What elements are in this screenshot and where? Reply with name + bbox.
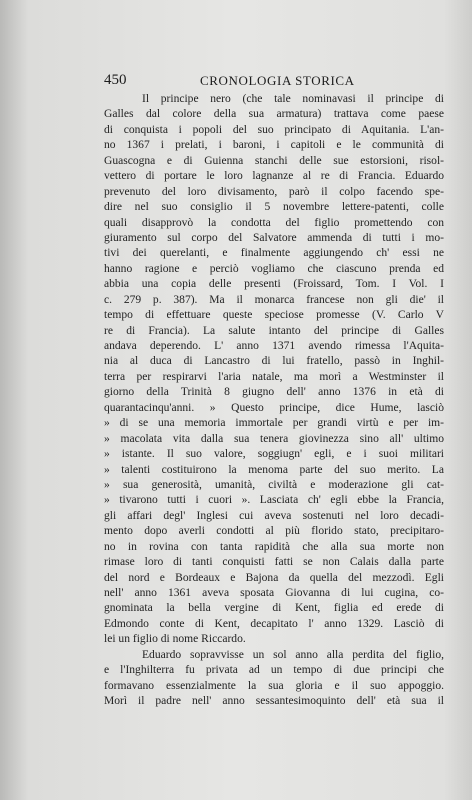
- text-line-content: re di Francia). La salute intanto del principe di Galles: [104, 324, 444, 337]
- text-line: [104, 493, 444, 508]
- text-line-content: terra per respirarvi l'aria natale, ma morì a Westminster il: [104, 370, 444, 383]
- text-line-content: dire nel suo consiglio il 5 novembre lettere-patenti, colle: [104, 201, 444, 214]
- text-line: [104, 632, 444, 647]
- text-line: [104, 463, 444, 478]
- text-line-content: tempo di effettuare queste speciose promesse (V. Carlo V: [104, 309, 444, 322]
- text-line-content: formavano essenzialmente la sua gloria e il suo appoggio.: [104, 679, 444, 692]
- text-line: [104, 185, 444, 200]
- text-line: [104, 123, 444, 138]
- text-line-content: di conquista i popoli del suo principato di Aquitania. L'an-: [104, 123, 444, 136]
- text-line: [104, 262, 444, 277]
- text-line-content: gnominata la bella vergine di Kent, figlia ed erede di: [104, 602, 444, 615]
- page-header: [104, 72, 444, 90]
- text-line: [104, 601, 444, 616]
- text-line: [104, 216, 444, 231]
- text-line: [104, 92, 444, 107]
- text-line-content: Galles dal colore della sua armatura) trattava come paese: [104, 108, 444, 121]
- text-line-content: no in rovina con tanta rapidità che alla sua morte non: [104, 540, 444, 553]
- text-line-content: » di se una memoria immortale per grandi virtù e per im-: [104, 417, 444, 430]
- text-line-content: e l'Inghilterra fu privata ad un tempo di due principi che: [104, 664, 444, 677]
- text-line: [104, 694, 444, 709]
- running-title: CRONOLOGIA STORICA: [200, 73, 355, 88]
- text-line: [104, 432, 444, 447]
- text-line: [104, 540, 444, 555]
- text-line-content: Il principe nero (che tale nominavasi il principe di: [142, 93, 444, 105]
- text-line: [104, 586, 444, 601]
- text-line: [104, 107, 444, 122]
- text-line-content: del nord e Bordeaux e Bajona da quella del mezzodì. Egli: [104, 571, 444, 584]
- text-line: [104, 277, 444, 292]
- text-line: [104, 509, 444, 524]
- text-line: [104, 663, 444, 678]
- text-line-content: » istante. Il suo valore, soggiugn' egli, e i suoi militari: [104, 448, 444, 461]
- text-line: [104, 401, 444, 416]
- text-line: [104, 571, 444, 586]
- text-line: [104, 385, 444, 400]
- text-line-content: » sua generosità, umanità, civiltà e moderazione gli cat-: [104, 478, 444, 491]
- text-line-content: prevenuto del loro divisamento, parò il colpo facendo spe-: [104, 185, 444, 198]
- text-line-content: no 1367 i prelati, i baroni, i capitoli e le communità di: [104, 139, 444, 152]
- text-line-content: quarantacinqu'anni. » Questo principe, dice Hume, lasciò: [104, 401, 444, 414]
- text-line-content: hanno ragione e perciò vogliamo che ciascuno prenda ed: [104, 262, 444, 275]
- text-line-content: » macolata vita dalla sua tenera giovinezza sino all' ultimo: [104, 432, 444, 445]
- text-line: [104, 200, 444, 215]
- text-line-content: Edmondo conte di Kent, decapitato l' anno 1329. Lasciò di: [104, 617, 444, 630]
- text-line-content: nia al duca di Lancastro di lui fratello, passò in Inghil-: [104, 355, 444, 368]
- text-line-content: c. 279 p. 387). Ma il monarca francese non gli die' il: [104, 293, 444, 306]
- text-line: [104, 679, 444, 694]
- body-text: [104, 92, 444, 710]
- text-line: [104, 555, 444, 570]
- page-number: 450: [104, 72, 127, 88]
- text-line: [104, 169, 444, 184]
- text-line-content: vettero di portare le loro lagnanze al re di Francia. Eduardo: [104, 170, 444, 183]
- text-line: [104, 354, 444, 369]
- text-line-content: lei un figlio di nome Riccardo.: [104, 633, 246, 646]
- text-line-content: Guascogna e di Guienna stanchi delle sue estorsioni, risol-: [104, 154, 444, 167]
- text-line: [104, 339, 444, 354]
- text-line-content: mento dopo averli condotti al più florido stato, precipitaro-: [104, 525, 444, 538]
- text-line: [104, 324, 444, 339]
- text-line: [104, 246, 444, 261]
- text-line: [104, 617, 444, 632]
- text-line-content: giorno della Trinità 8 giugno dell' anno 1376 in età di: [104, 386, 444, 399]
- text-line-content: andava deperendo. L' anno 1371 avendo rimessa l'Aquita-: [104, 340, 444, 352]
- text-line-content: tivi dei querelanti, e finalmente aggiungendo ch' essi ne: [104, 247, 444, 260]
- text-line-content: giuramento sul corpo del Salvatore ammenda di tutti i mo-: [104, 231, 444, 244]
- text-line-content: Morì il padre nell' anno sessantesimoquinto dell' età sua il: [104, 695, 444, 708]
- text-line: [104, 370, 444, 385]
- text-line-content: Eduardo sopravvisse un sol anno alla perdita del figlio,: [142, 648, 444, 661]
- text-line-content: gli affari degl' Inglesi cui aveva sostenuti nel loro decadi-: [104, 509, 444, 522]
- text-line: [104, 138, 444, 153]
- text-line: [104, 293, 444, 308]
- text-line: [104, 524, 444, 539]
- text-line: [104, 308, 444, 323]
- text-line: [104, 154, 444, 169]
- text-line-content: nell' anno 1361 aveva sposata Giovanna di lui cugina, co-: [104, 587, 444, 599]
- text-line-content: » tivarono tutti i cuori ». Lasciata ch' egli ebbe la Francia,: [104, 494, 444, 507]
- text-line: [104, 447, 444, 462]
- text-line-content: quali disapprovò la condotta del figlio promettendo con: [104, 216, 444, 229]
- text-line: [104, 478, 444, 493]
- text-line: [104, 231, 444, 246]
- text-line-content: abbia una copia delle presenti (Froissard, Tom. I Vol. I: [104, 278, 444, 291]
- text-line: [104, 648, 444, 663]
- text-line: [104, 416, 444, 431]
- text-line-content: rimase loro di tanti conquisti fatti se non Calais dalla parte: [104, 556, 444, 569]
- text-line-content: » talenti costituirono la menoma parte del suo merito. La: [104, 463, 444, 476]
